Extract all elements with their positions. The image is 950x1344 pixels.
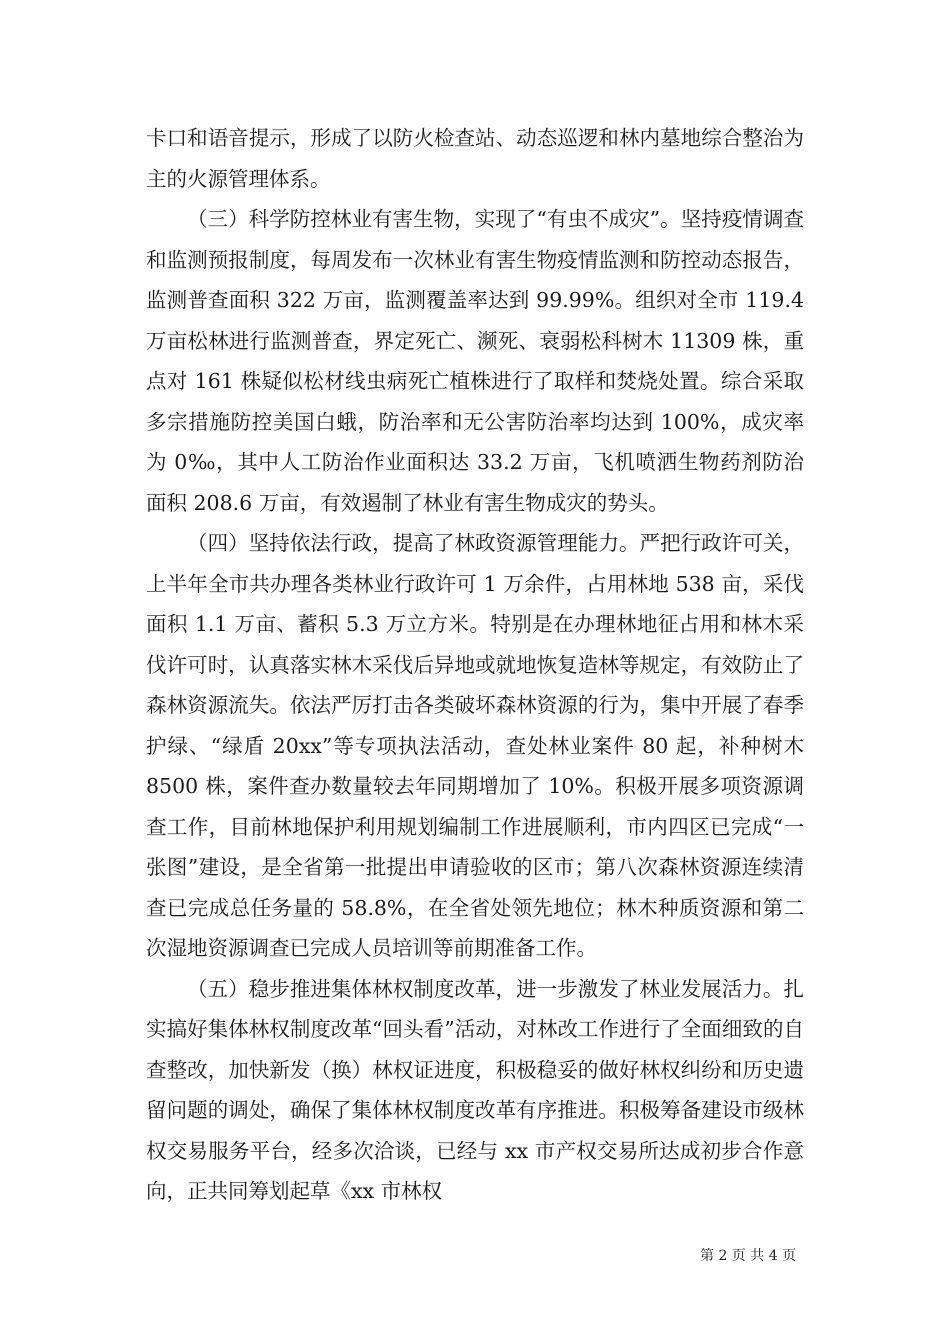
paragraph-section-3: （三）科学防控林业有害生物，实现了“有虫不成灾”。坚持疫情调查和监测预报制度，每周发布一次林业有害生物疫情监测和防控动态报告，监测普查面积 322 万亩，监测覆盖率达到 99.99%。组织对全市 119.4 万亩松林进行监测普查，界定死亡、濒死、衰弱松科树木 11309 株，重点对 161 株疑似松材线虫病死亡植株进行了取样和焚烧处置。综合采取多宗措施防控美国白蛾，防治率和无公害防治率均达到 100%，成灾率为 0‰，其中人工防治作业面积达 33.2 万亩，飞机喷洒生物药剂防治面积 208.6 万亩，有效遏制了林业有害生物成灾的势头。: [146, 207, 804, 515]
document-page: [146, 118, 804, 1212]
paragraph-section-5: （五）稳步推进集体林权制度改革，进一步激发了林业发展活力。扎实搞好集体林权制度改革“回头看”活动，对林改工作进行了全面细致的自查整改，加快新发（换）林权证进度，积极稳妥的做好林权纠纷和历史遗留问题的调处，确保了集体林权制度改革有序推进。积极筹备建设市级林权交易服务平台，经多次洽谈，已经与 xx 市产权交易所达成初步合作意向，正共同筹划起草《xx 市林权: [146, 976, 804, 1203]
page-number-footer: 第 2 页 共 4 页: [700, 1248, 797, 1264]
paragraph-continuation: 卡口和语音提示，形成了以防火检查站、动态巡逻和林内墓地综合整治为主的火源管理体系。: [146, 126, 804, 191]
paragraph-section-4: （四）坚持依法行政，提高了林政资源管理能力。严把行政许可关，上半年全市共办理各类林业行政许可 1 万余件，占用林地 538 亩，采伐面积 1.1 万亩、蓄积 5.3 万立方米。特别是在办理林地征占用和林木采伐许可时，认真落实林木采伐后异地或就地恢复造林等规定，有效防止了森林资源流失。依法严厉打击各类破坏森林资源的行为，集中开展了春季护绿、“绿盾 20xx”等专项执法活动，查处林业案件 80 起，补种树木 8500 株，案件查办数量较去年同期增加了 10%。积极开展多项资源调查工作，目前林地保护利用规划编制工作进展顺利，市内四区已完成“一张图”建设，是全省第一批提出申请验收的区市；第八次森林资源连续清查已完成总任务量的 58.8%，在全省处领先地位；林木种质资源和第二次湿地资源调查已完成人员培训等前期准备工作。: [146, 531, 804, 960]
